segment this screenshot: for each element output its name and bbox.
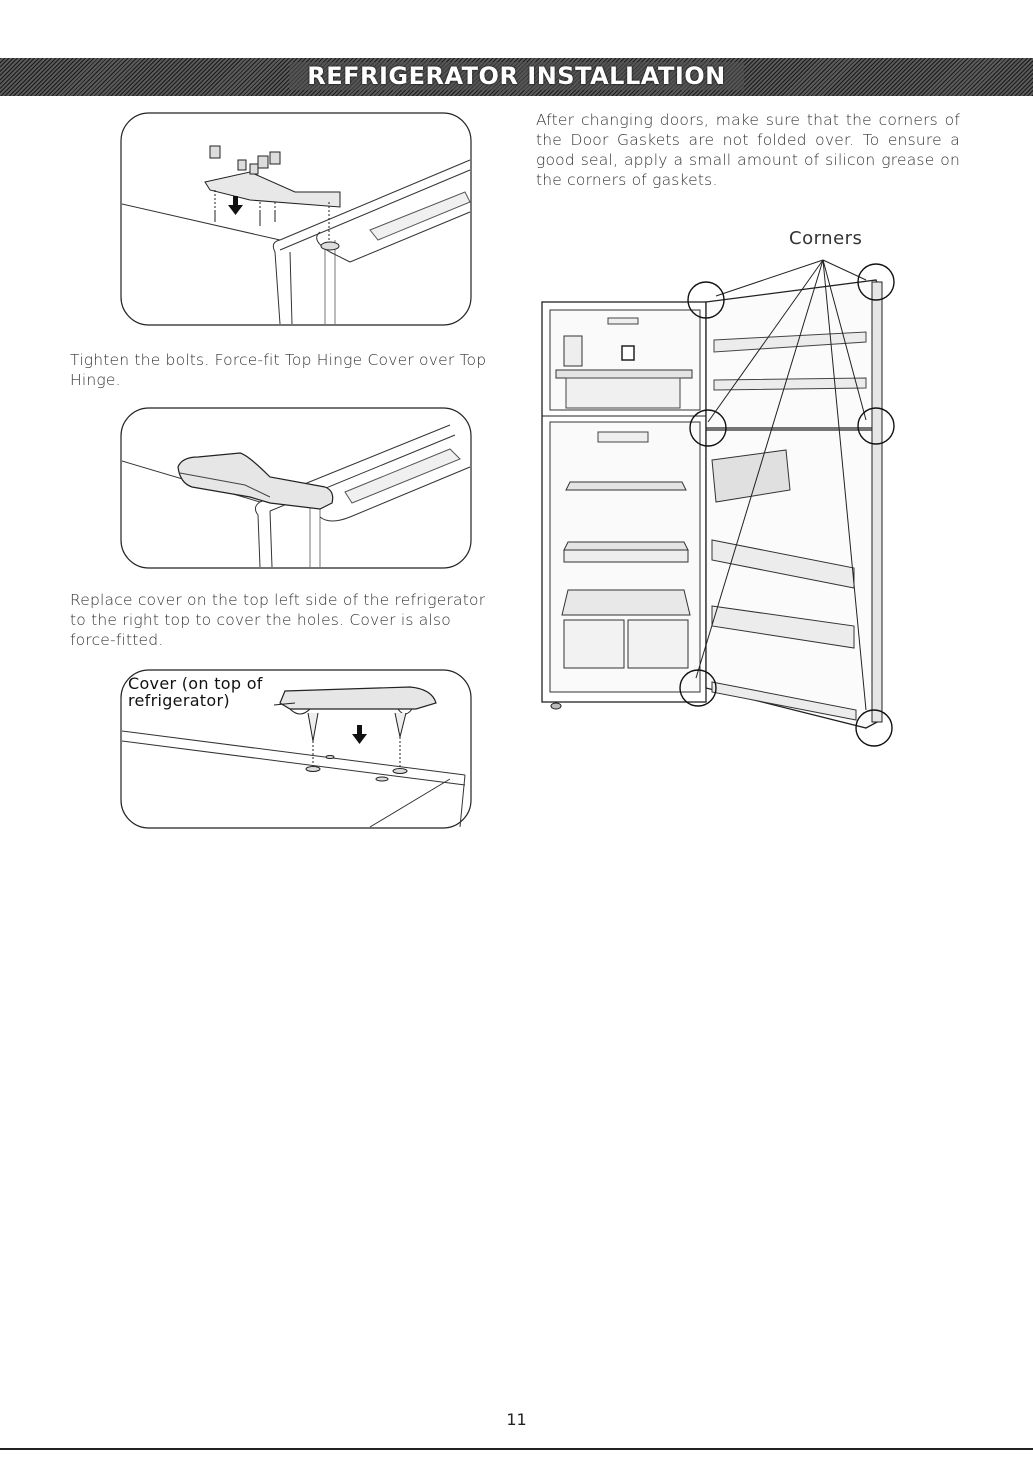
hinge-cover-figure xyxy=(120,407,472,569)
section-title: REFRIGERATOR INSTALLATION xyxy=(289,62,744,90)
refrigerator-gasket-figure xyxy=(536,250,906,750)
bottom-divider xyxy=(0,1448,1033,1450)
step-caption-top-cover: Replace cover on the top left side of the refrigerator to the right top to cover the holes. Cover is also force-fitted. xyxy=(70,591,486,649)
page-number: 11 xyxy=(506,1410,527,1429)
corners-label: Corners xyxy=(789,228,863,249)
step-caption-hinge-cover: Tighten the bolts. Force-fit Top Hinge Cover over Top Hinge. xyxy=(70,351,487,389)
cover-callout-label: Cover (on top of refrigerator) xyxy=(128,674,263,710)
section-banner xyxy=(0,58,1033,96)
hinge-bolting-figure xyxy=(120,112,472,326)
gasket-note: After changing doors, make sure that the corners of the Door Gaskets are not folded over. To ensure a good seal, apply a small amount of silicon grease on the corners of gaskets. xyxy=(536,111,960,189)
